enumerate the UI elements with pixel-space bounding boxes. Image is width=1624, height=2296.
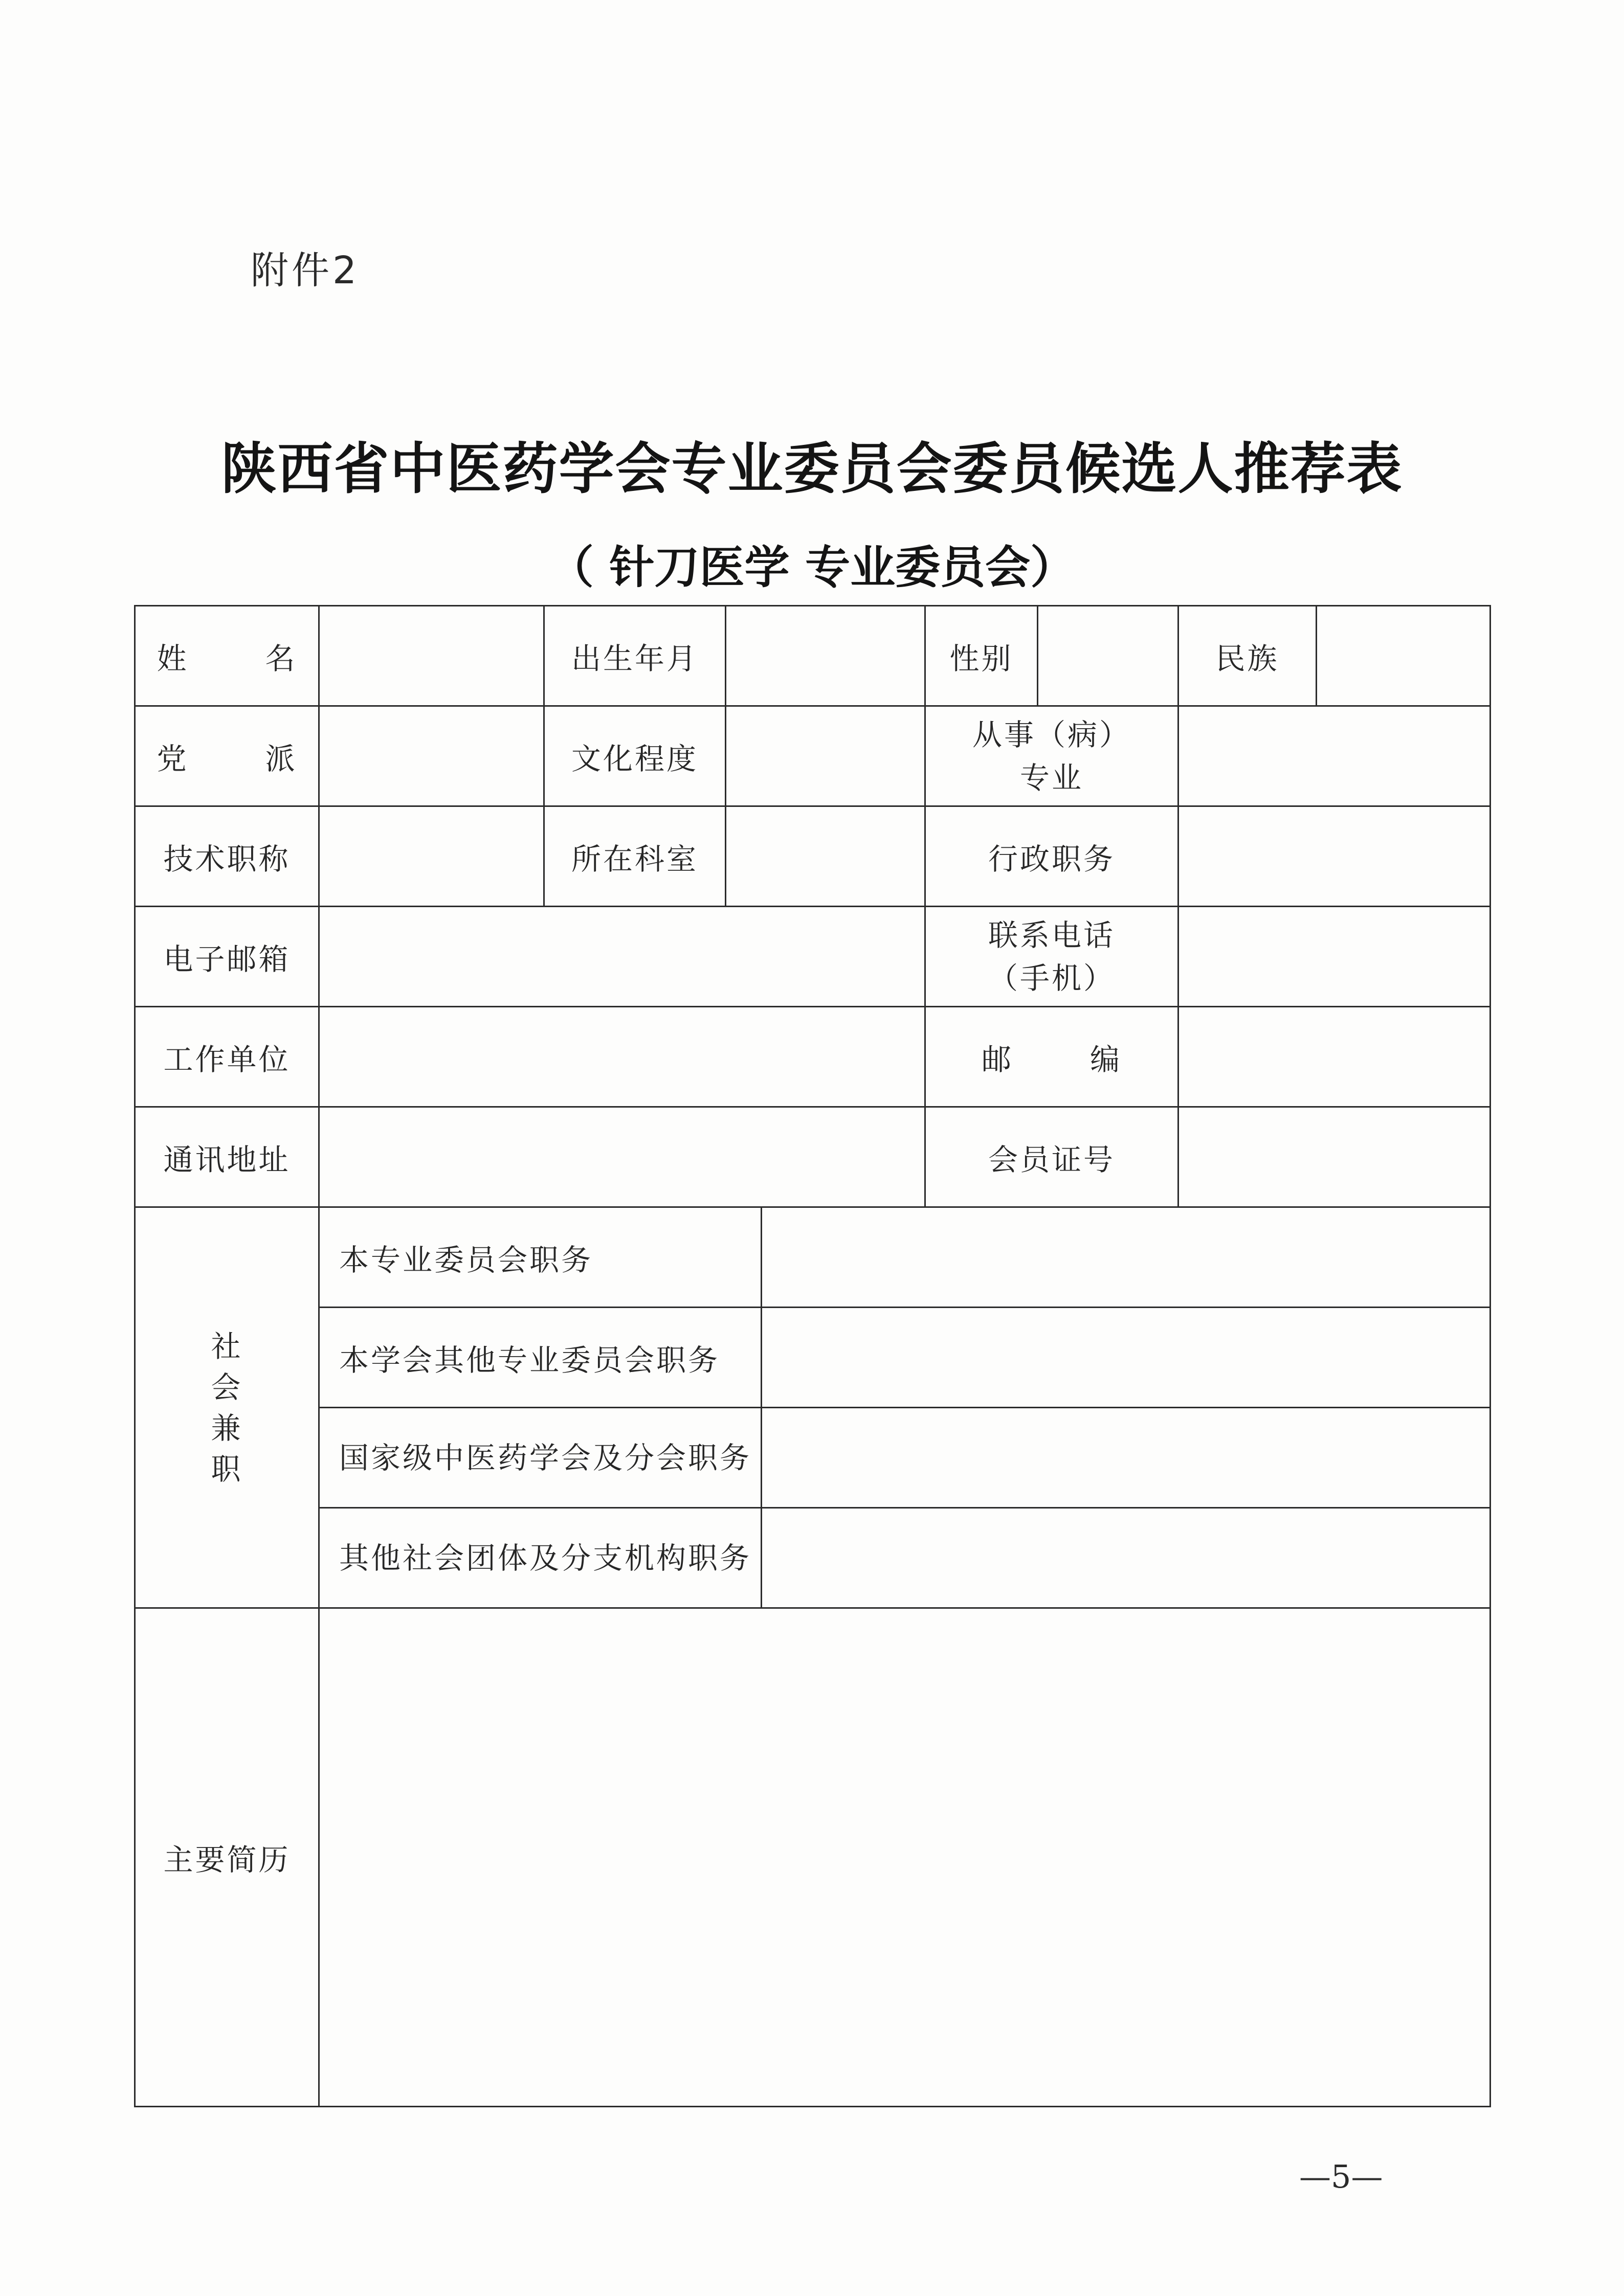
specialty-label: 从事（病） 专业 [925, 706, 1178, 806]
social-row-label: 国家级中医药学会及分会职务 [319, 1408, 762, 1508]
education-input-cell[interactable] [726, 706, 925, 806]
form-row-social-2 [135, 1308, 1490, 1408]
attachment-label: 附件2 [251, 249, 360, 292]
birth-input-cell[interactable] [726, 606, 925, 706]
form-row-social-1 [135, 1207, 1490, 1308]
party-label: 党 派 [135, 706, 319, 806]
form-row-social-3 [135, 1408, 1490, 1508]
education-label: 文化程度 [544, 706, 726, 806]
social-row-label: 本专业委员会职务 [319, 1207, 762, 1308]
social-row-label: 本学会其他专业委员会职务 [319, 1308, 762, 1408]
gender-label: 性别 [925, 606, 1038, 706]
postcode-label: 邮 编 [925, 1007, 1178, 1107]
subtitle-open-paren: （ [548, 541, 594, 594]
department-input-cell[interactable] [726, 806, 925, 907]
form-row-email [135, 907, 1490, 1007]
phone-input-cell[interactable] [1178, 907, 1490, 1007]
admin-post-label: 行政职务 [925, 806, 1178, 907]
workplace-label: 工作单位 [135, 1007, 319, 1107]
social-row-input-cell[interactable] [762, 1408, 1490, 1508]
email-label: 电子邮箱 [135, 907, 319, 1007]
name-label: 姓 名 [135, 606, 319, 706]
address-input-cell[interactable] [319, 1107, 925, 1207]
resume-label: 主要简历 [135, 1608, 319, 2107]
form-row-social-4 [135, 1508, 1490, 1608]
phone-label: 联系电话 （手机） [925, 907, 1178, 1007]
form-row-resume [135, 1608, 1490, 2107]
ethnicity-input-cell[interactable] [1317, 606, 1490, 706]
social-row-input-cell[interactable] [762, 1207, 1490, 1308]
resume-input-cell[interactable] [319, 1608, 1490, 2107]
member-no-input-cell[interactable] [1178, 1107, 1490, 1207]
birth-label: 出生年月 [544, 606, 726, 706]
social-row-input-cell[interactable] [762, 1508, 1490, 1608]
form-row-basic [135, 606, 1490, 706]
social-positions-label: 社 会 兼 职 [135, 1207, 319, 1608]
postcode-input-cell[interactable] [1178, 1007, 1490, 1107]
form-row-title [135, 806, 1490, 907]
title-rank-input-cell[interactable] [319, 806, 544, 907]
page-number: —5— [1299, 2158, 1383, 2195]
name-input-cell[interactable] [319, 606, 544, 706]
title-rank-label: 技术职称 [135, 806, 319, 907]
specialty-input-cell[interactable] [1178, 706, 1490, 806]
member-no-label: 会员证号 [925, 1107, 1178, 1207]
social-row-label: 其他社会团体及分支机构职务 [319, 1508, 762, 1608]
form-subtitle [0, 532, 1624, 596]
subtitle-close-paren: ） [1030, 541, 1076, 594]
ethnicity-label: 民族 [1178, 606, 1317, 706]
social-row-input-cell[interactable] [762, 1308, 1490, 1408]
subtitle-suffix: 专业委员会 [805, 541, 1031, 594]
email-input-cell[interactable] [319, 907, 925, 1007]
party-input-cell[interactable] [319, 706, 544, 806]
form-row-party [135, 706, 1490, 806]
form-title: 陕西省中医药学会专业委员会委员候选人推荐表 [221, 437, 1403, 501]
department-label: 所在科室 [544, 806, 726, 907]
form-row-address [135, 1107, 1490, 1207]
subtitle-committee-name: 针刀医学 [609, 541, 790, 594]
gender-input-cell[interactable] [1038, 606, 1178, 706]
recommendation-form-table [134, 605, 1491, 2107]
form-row-workplace [135, 1007, 1490, 1107]
admin-post-input-cell[interactable] [1178, 806, 1490, 907]
address-label: 通讯地址 [135, 1107, 319, 1207]
workplace-input-cell[interactable] [319, 1007, 925, 1107]
